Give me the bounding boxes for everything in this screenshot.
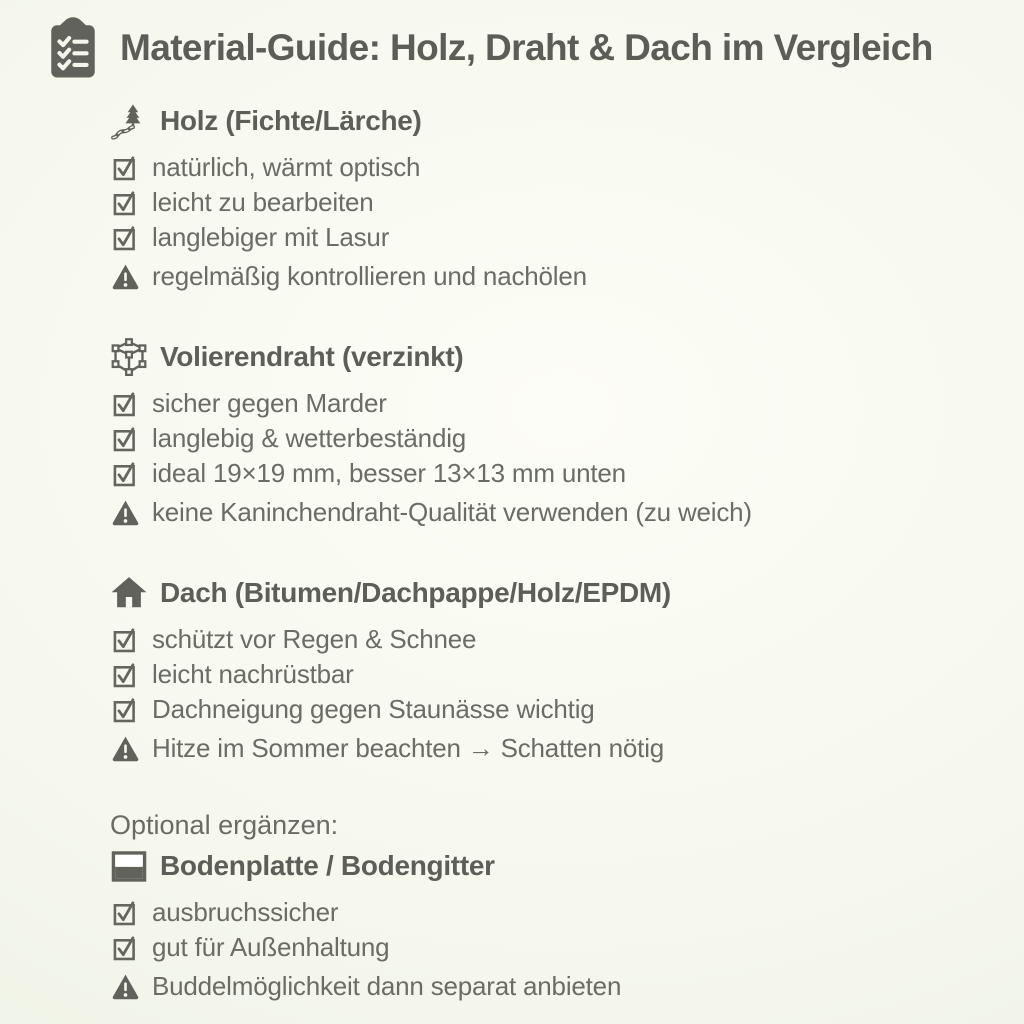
section-heading-text: Bodenplatte / Bodengitter bbox=[160, 850, 495, 881]
list-item-text: schützt vor Regen & Schnee bbox=[152, 624, 477, 654]
list-item bbox=[110, 220, 984, 255]
item-list bbox=[110, 895, 984, 1004]
list-item-text: sicher gegen Marder bbox=[152, 388, 387, 418]
list-item bbox=[110, 150, 984, 185]
house-icon bbox=[110, 574, 148, 612]
wireframe-cube-icon bbox=[110, 338, 148, 376]
list-item bbox=[110, 622, 984, 657]
checked-checkbox-icon bbox=[110, 224, 140, 251]
list-item bbox=[110, 657, 984, 692]
list-item-text: ausbruchssicher bbox=[152, 897, 339, 927]
list-item bbox=[110, 456, 984, 491]
list-item bbox=[110, 421, 984, 456]
list-item-text: gut für Außenhaltung bbox=[152, 932, 390, 962]
list-item bbox=[110, 259, 984, 294]
list-item bbox=[110, 495, 984, 530]
section-heading-text: Volierendraht (verzinkt) bbox=[160, 341, 464, 372]
section-heading bbox=[110, 574, 984, 612]
list-item-text: leicht zu bearbeiten bbox=[152, 187, 374, 217]
header bbox=[44, 16, 984, 80]
checked-checkbox-icon bbox=[110, 390, 140, 417]
section-heading-text: Holz (Fichte/Lärche) bbox=[160, 105, 422, 136]
item-list bbox=[110, 150, 984, 294]
list-item-text: natürlich, wärmt optisch bbox=[152, 152, 421, 182]
list-item-text: regelmäßig kontrollieren und nachölen bbox=[152, 261, 587, 291]
section-heading-text: Dach (Bitumen/Dachpappe/Holz/EPDM) bbox=[160, 577, 671, 608]
checked-checkbox-icon bbox=[110, 154, 140, 181]
section-volierendraht bbox=[110, 338, 984, 530]
checked-checkbox-icon bbox=[110, 189, 140, 216]
checked-checkbox-icon bbox=[110, 934, 140, 961]
checked-checkbox-icon bbox=[110, 460, 140, 487]
section-bodenplatte bbox=[110, 847, 984, 1004]
warning-triangle-icon bbox=[110, 972, 140, 1001]
item-list bbox=[110, 386, 984, 530]
section-heading bbox=[110, 338, 984, 376]
section-heading bbox=[110, 847, 984, 885]
checked-checkbox-icon bbox=[110, 696, 140, 723]
list-item-text: leicht nachrüstbar bbox=[152, 659, 354, 689]
item-list bbox=[110, 622, 984, 766]
warning-triangle-icon bbox=[110, 498, 140, 527]
list-item bbox=[110, 969, 984, 1004]
checked-checkbox-icon bbox=[110, 425, 140, 452]
page-title: Material-Guide: Holz, Draht & Dach im Vergleich bbox=[120, 27, 933, 68]
list-item-text: Dachneigung gegen Staunässe wichtig bbox=[152, 694, 595, 724]
sections-container bbox=[110, 102, 984, 1004]
list-item-text: Hitze im Sommer beachten → Schatten nötig bbox=[152, 733, 665, 763]
warning-triangle-icon bbox=[110, 262, 140, 291]
checked-checkbox-icon bbox=[110, 899, 140, 926]
ground-plate-icon bbox=[110, 847, 148, 885]
list-item bbox=[110, 185, 984, 220]
checked-checkbox-icon bbox=[110, 626, 140, 653]
list-item-text: Buddelmöglichkeit dann separat anbieten bbox=[152, 971, 622, 1001]
checked-checkbox-icon bbox=[110, 661, 140, 688]
section-intro: Optional ergänzen: bbox=[110, 810, 339, 840]
list-item-text: keine Kaninchendraht-Qualität verwenden (zu weich) bbox=[152, 497, 752, 527]
list-item-text: langlebig & wetterbeständig bbox=[152, 423, 467, 453]
warning-triangle-icon bbox=[110, 734, 140, 763]
list-item bbox=[110, 930, 984, 965]
section-heading bbox=[110, 102, 984, 140]
section-dach bbox=[110, 574, 984, 766]
list-item bbox=[110, 731, 984, 766]
section-holz bbox=[110, 102, 984, 294]
list-item bbox=[110, 895, 984, 930]
tree-trail-icon bbox=[110, 102, 148, 140]
list-item bbox=[110, 692, 984, 727]
list-item bbox=[110, 386, 984, 421]
clipboard-checklist-icon bbox=[44, 16, 102, 80]
list-item-text: ideal 19×19 mm, besser 13×13 mm unten bbox=[152, 458, 626, 488]
list-item-text: langlebiger mit Lasur bbox=[152, 222, 390, 252]
